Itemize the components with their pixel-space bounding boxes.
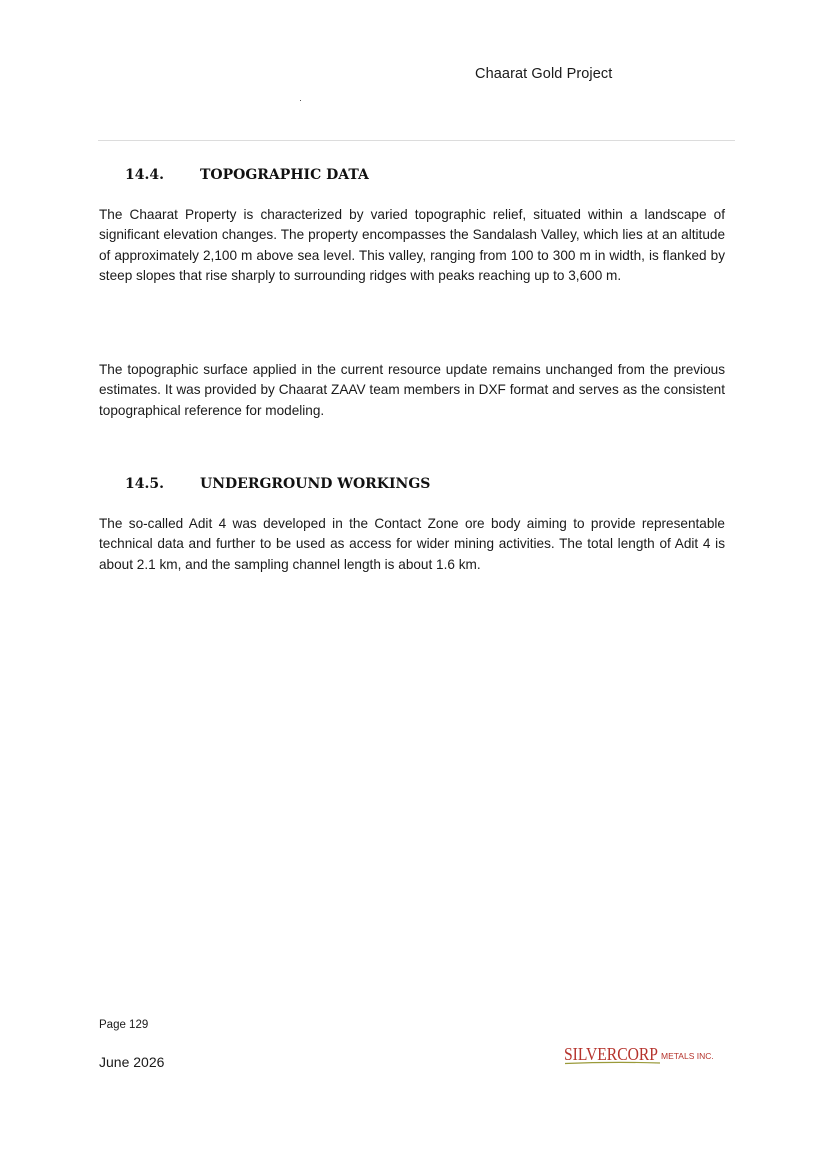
header-mark	[300, 100, 301, 101]
section-number: 14.5.	[125, 476, 164, 492]
body-paragraph: The Chaarat Property is characterized by varied topographic relief, situated within a landscape of significant elevation changes. The property encompasses the Sandalash Valley, which lies at an altitude of approximately 2,100 m above sea level. This valley, ranging from 100 to 300 m in width, is flanked by steep slopes that rise sharply to surrounding ridges with peaks reaching up to 3,600 m.	[99, 207, 725, 283]
section-number: 14.4.	[125, 167, 164, 183]
section-heading-underground-workings	[125, 476, 430, 492]
section-heading-topographic-data	[125, 167, 369, 183]
footer-date: June 2026	[99, 1054, 165, 1070]
page-number: Page 129	[99, 1019, 149, 1031]
svg-text:SILVERCORP: SILVERCORP	[564, 1044, 658, 1064]
svg-text:METALS INC.: METALS INC.	[661, 1051, 714, 1061]
section-title: TOPOGRAPHIC DATA	[200, 167, 369, 183]
header-divider	[98, 140, 735, 141]
body-paragraph: The topographic surface applied in the current resource update remains unchanged from the previous estimates. It was provided by Chaarat ZAAV team members in DXF format and serves as the consistent topographical reference for modeling.	[99, 362, 725, 418]
silvercorp-logo	[563, 1041, 723, 1067]
body-paragraph: The so-called Adit 4 was developed in the Contact Zone ore body aiming to provide representable technical data and further to be used as access for wider mining activities. The total length of Adit 4 is about 2.1 km, and the sampling channel length is about 1.6 km.	[99, 516, 725, 572]
section-title: UNDERGROUND WORKINGS	[200, 476, 431, 492]
running-header: Chaarat Gold Project	[475, 66, 613, 82]
